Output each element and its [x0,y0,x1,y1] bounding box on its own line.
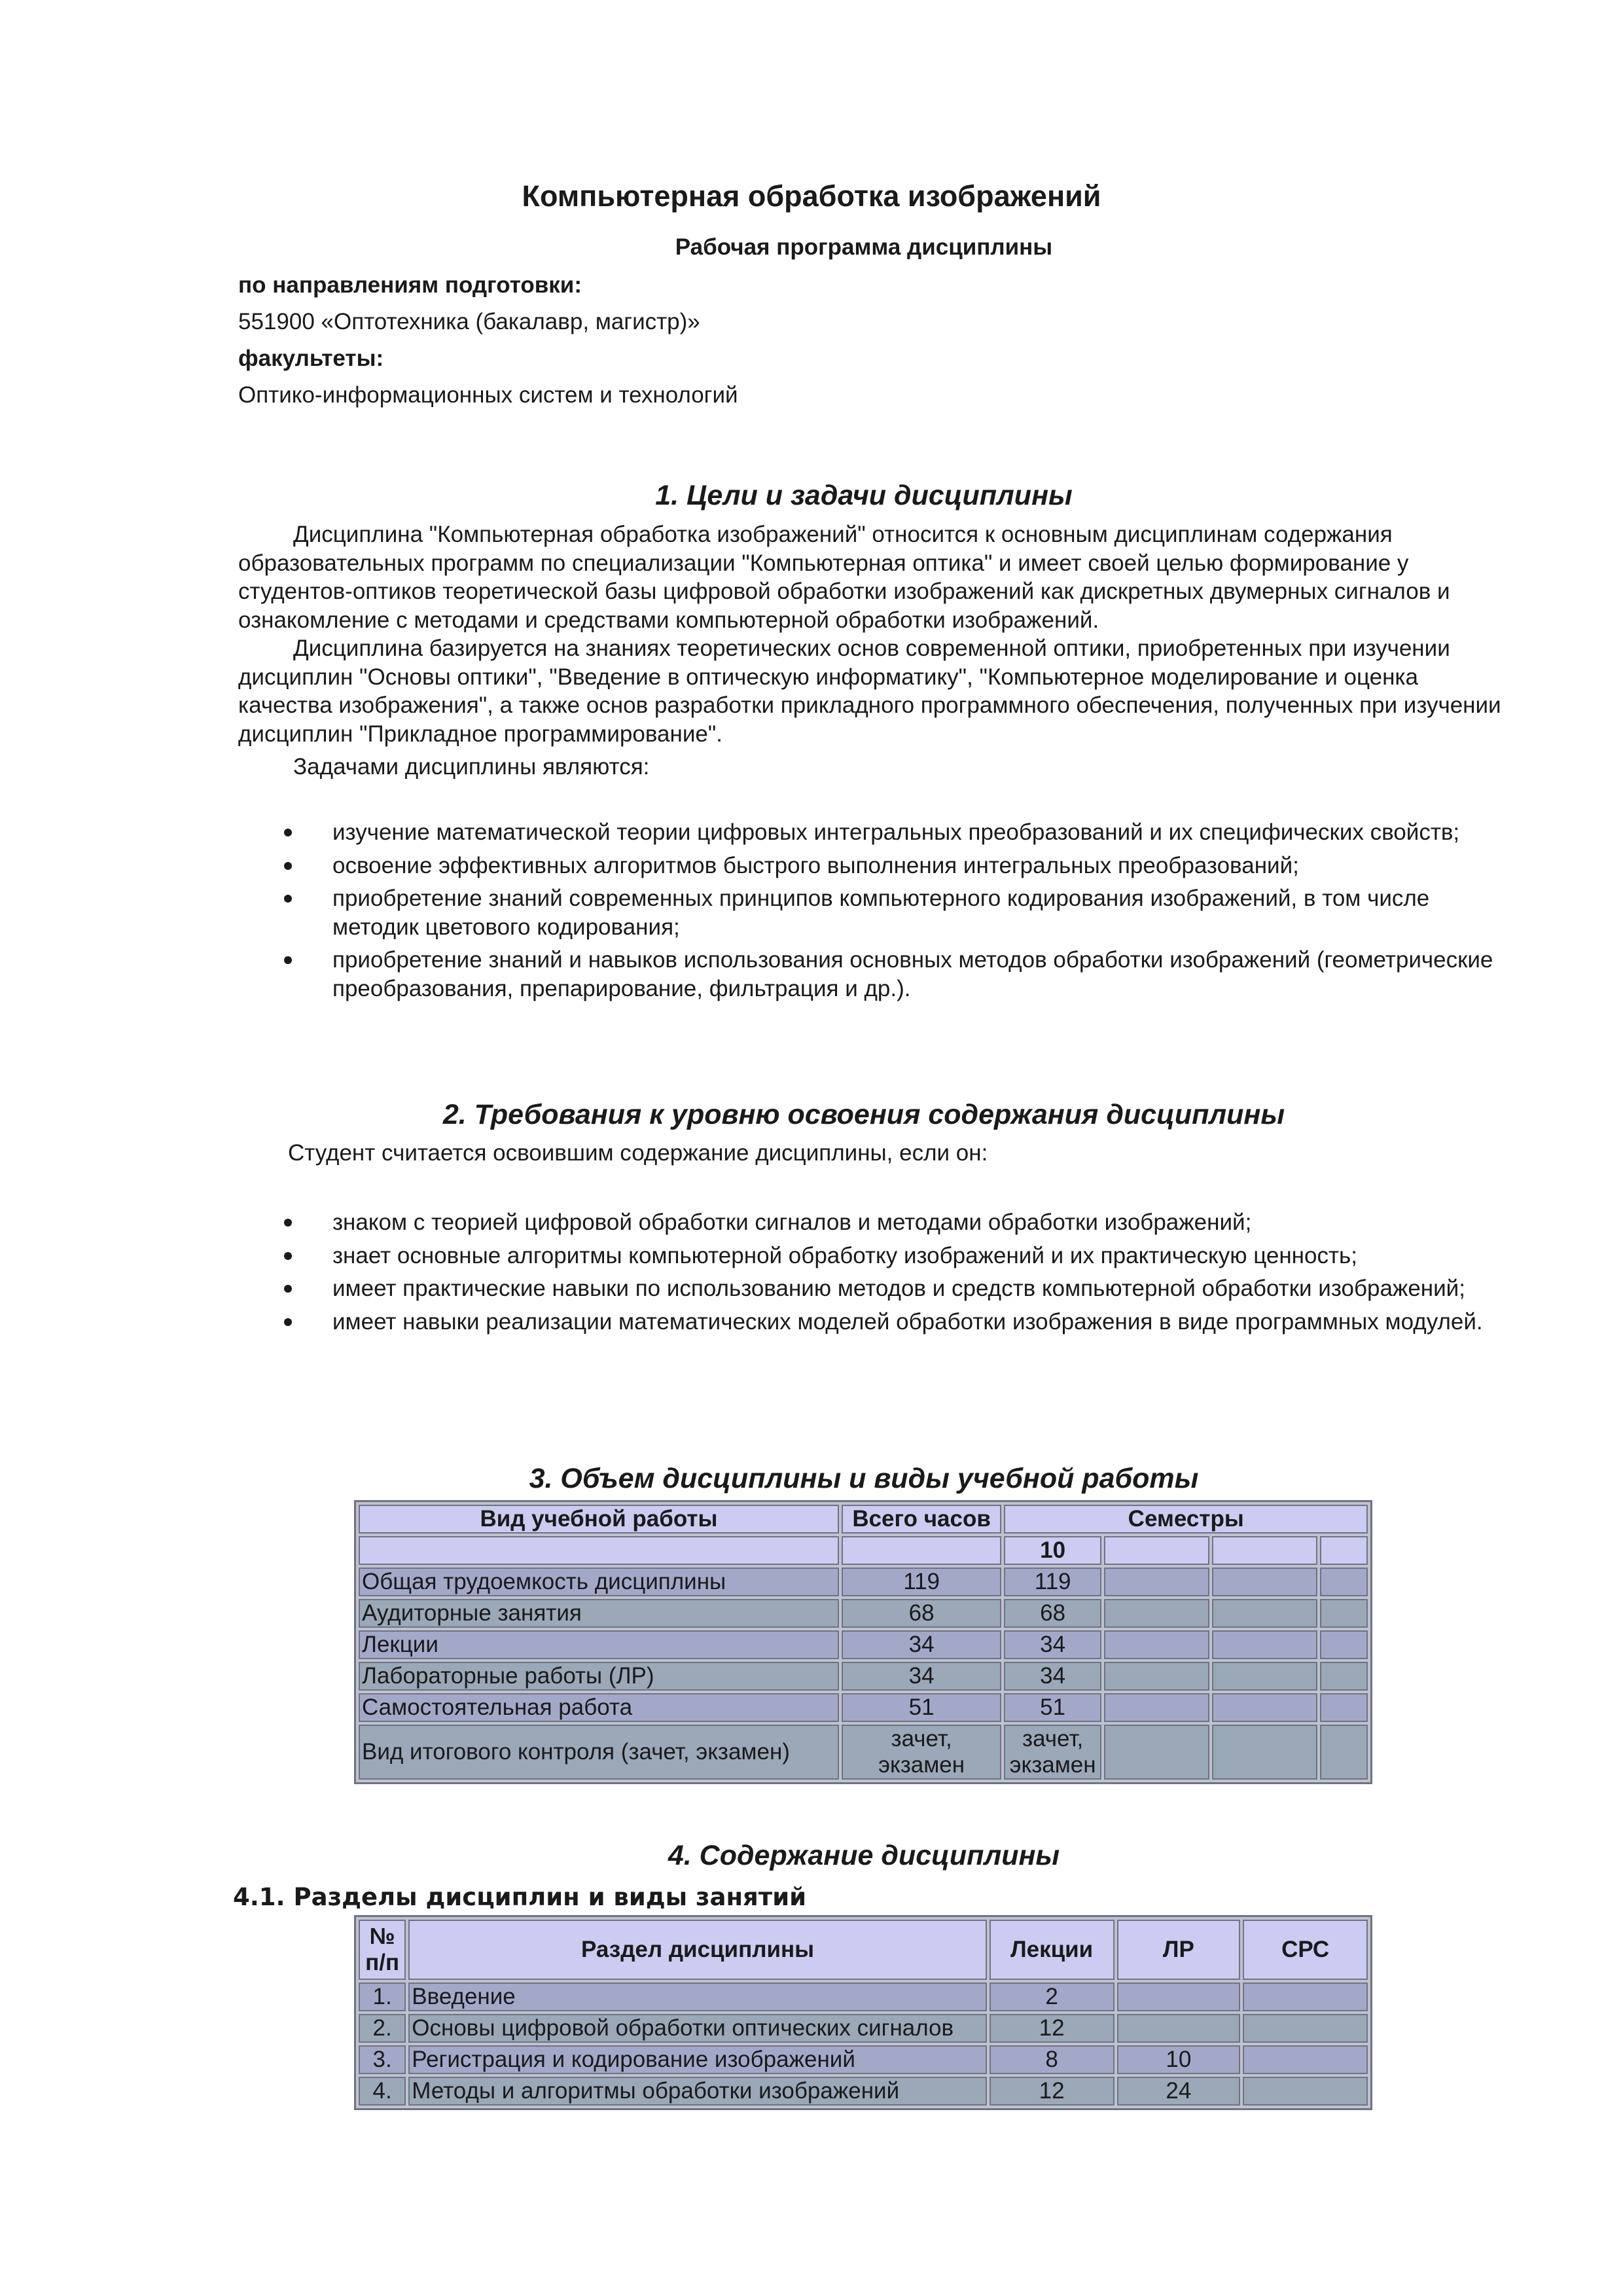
column-header: Раздел дисциплины [408,1920,986,1980]
bullet-icon [284,862,292,870]
section1-text [238,520,1508,781]
directions-label: по направлениям подготовки: [238,272,582,298]
table-cell: 119 [842,1568,1002,1596]
table-cell [1320,1630,1368,1659]
section1-paragraph: Дисциплина "Компьютерная обработка изображений" относится к основным дисциплинам содержания образовательных программ по специализации "Компьютерная оптика" и имеет своей целью формирование у студентов-оптиков теоретической базы цифровой обработки изображений как дискретных двумерных сигналов и ознакомление с методами и средствами компьютерной обработки изображений. [238,522,1450,633]
table-cell [1212,1693,1317,1722]
section2-intro: Студент считается освоившим содержание дисциплины, если он: [288,1140,988,1166]
table-cell [359,1536,839,1565]
table-cell: Аудиторные занятия [359,1599,839,1628]
list-item: имеет навыки реализации математических моделей обработки изображения в виде программных модулей. [238,1308,1495,1336]
column-header: Лекции [990,1920,1115,1980]
section1-paragraph: Дисциплина базируется на знаниях теоретических основ современной оптики, приобретенных при изучении дисциплин "Основы оптики", "Введение в оптическую информатику", "Компьютерное моделирование и оценка качества изображения", а также основ разработки прикладного программного обеспечения, полученных при изучении дисциплин "Прикладное программирование". [238,636,1501,747]
bullet-icon [284,829,292,836]
table-cell [1212,1662,1317,1691]
requirements-list [238,1208,1495,1340]
table-cell [1117,2014,1241,2043]
table-cell [1104,1630,1209,1659]
table-cell: 51 [842,1693,1002,1722]
column-header: № п/п [359,1920,406,1980]
table-row [359,1662,1368,1691]
table-cell: 34 [842,1630,1002,1659]
table-cell: Методы и алгоритмы обработки изображений [408,2077,986,2106]
bullet-icon [284,895,292,903]
table-row [359,1693,1368,1722]
table-cell: Основы цифровой обработки оптических сигналов [408,2014,986,2043]
list-item: освоение эффективных алгоритмов быстрого выполнения интегральных преобразований; [238,852,1495,880]
table-cell [1243,1982,1368,2011]
table-cell [842,1536,1002,1565]
table-cell: Регистрация и кодирование изображений [408,2045,986,2074]
tasks-list [238,818,1495,1007]
workload-table [354,1500,1372,1784]
section4-heading: 4. Содержание дисциплины [668,1840,1060,1871]
table-cell: 10 [1117,2045,1241,2074]
table-cell [1212,1568,1317,1596]
table-cell: Самостоятельная работа [359,1693,839,1722]
table-cell [1117,1982,1241,2011]
table-header-row [359,1505,1368,1534]
direction-value: 551900 «Оптотехника (бакалавр, магистр)» [238,309,700,334]
table-cell: Общая трудоемкость дисциплины [359,1568,839,1596]
table-cell [1243,2077,1368,2106]
faculty-value: Оптико-информационных систем и технологий [238,382,738,408]
bullet-icon [284,1318,292,1326]
sections-table [354,1915,1372,2110]
tasks-intro: Задачами дисциплины являются: [293,754,650,780]
table-cell [1104,1568,1209,1596]
table-cell [1212,1630,1317,1659]
section2-heading: 2. Требования к уровню освоения содержания дисциплины [442,1099,1285,1130]
table-row [359,2014,1368,2043]
table-cell [1212,1725,1317,1780]
section4-subheading: 4.1. Разделы дисциплин и виды занятий [233,1883,807,1911]
table-cell [1212,1536,1317,1565]
table-cell: Вид итогового контроля (зачет, экзамен) [359,1725,839,1780]
table-cell: 12 [990,2014,1115,2043]
column-header: Вид учебной работы [359,1505,839,1534]
table-cell: 8 [990,2045,1115,2074]
list-item: приобретение знаний современных принципов компьютерного кодирования изображений, в том числе методик цветового кодирования; [238,884,1495,941]
table-cell [1243,2014,1368,2043]
table-cell: 51 [1004,1693,1101,1722]
table-cell [1104,1599,1209,1628]
table-cell: 1. [359,1982,406,2011]
column-header: Семестры [1004,1505,1368,1534]
table-cell [1104,1662,1209,1691]
table-row [359,1725,1368,1780]
faculties-label: факультеты: [238,346,384,371]
table-cell: Введение [408,1982,986,2011]
table-cell [1320,1662,1368,1691]
table-cell [1104,1725,1209,1780]
section1-heading: 1. Цели и задачи дисциплины [655,480,1073,511]
document-subtitle: Рабочая программа дисциплины [675,234,1053,260]
bullet-icon [284,956,292,964]
table-cell: 2. [359,2014,406,2043]
table-cell: 68 [1004,1599,1101,1628]
table-cell: 34 [842,1662,1002,1691]
section3-heading: 3. Объем дисциплины и виды учебной работы [529,1463,1199,1494]
table-cell: 24 [1117,2077,1241,2106]
table-cell [1320,1693,1368,1722]
table-row [359,1568,1368,1596]
table-header-row [359,1920,1368,1980]
column-header: ЛР [1117,1920,1241,1980]
list-item: знаком с теорией цифровой обработки сигналов и методами обработки изображений; [238,1208,1495,1237]
table-cell: 68 [842,1599,1002,1628]
bullet-icon [284,1285,292,1293]
table-cell [1320,1599,1368,1628]
column-header: СРС [1243,1920,1368,1980]
semester-number: 10 [1004,1536,1101,1565]
table-cell: 34 [1004,1630,1101,1659]
table-cell: 2 [990,1982,1115,2011]
table-cell [1212,1599,1317,1628]
table-cell: Лекции [359,1630,839,1659]
bullet-icon [284,1252,292,1260]
table-row [359,1630,1368,1659]
document-meta [238,267,738,414]
table-cell: 119 [1004,1568,1101,1596]
table-cell [1320,1568,1368,1596]
table-row [359,1982,1368,2011]
table-row [359,2045,1368,2074]
table-cell: 4. [359,2077,406,2106]
table-cell: 12 [990,2077,1115,2106]
table-cell [1243,2045,1368,2074]
table-cell: 34 [1004,1662,1101,1691]
table-cell: зачет, экзамен [842,1725,1002,1780]
column-header: Всего часов [842,1505,1002,1534]
table-cell [1320,1725,1368,1780]
document-title: Компьютерная обработка изображений [522,179,1101,213]
table-row [359,1599,1368,1628]
table-cell [1104,1693,1209,1722]
table-cell [1320,1536,1368,1565]
table-cell: 3. [359,2045,406,2074]
table-row [359,2077,1368,2106]
table-cell: зачет, экзамен [1004,1725,1101,1780]
bullet-icon [284,1219,292,1227]
list-item: знает основные алгоритмы компьютерной обработку изображений и их практическую ценность; [238,1242,1495,1270]
table-subheader-row [359,1536,1368,1565]
table-cell: Лабораторные работы (ЛР) [359,1662,839,1691]
table-cell [1104,1536,1209,1565]
list-item: имеет практические навыки по использованию методов и средств компьютерной обработки изображений; [238,1274,1495,1303]
list-item: изучение математической теории цифровых интегральных преобразований и их специфических свойств; [238,818,1495,847]
list-item: приобретение знаний и навыков использования основных методов обработки изображений (геометрические преобразования, препарирование, фильтрация и др.). [238,946,1495,1003]
